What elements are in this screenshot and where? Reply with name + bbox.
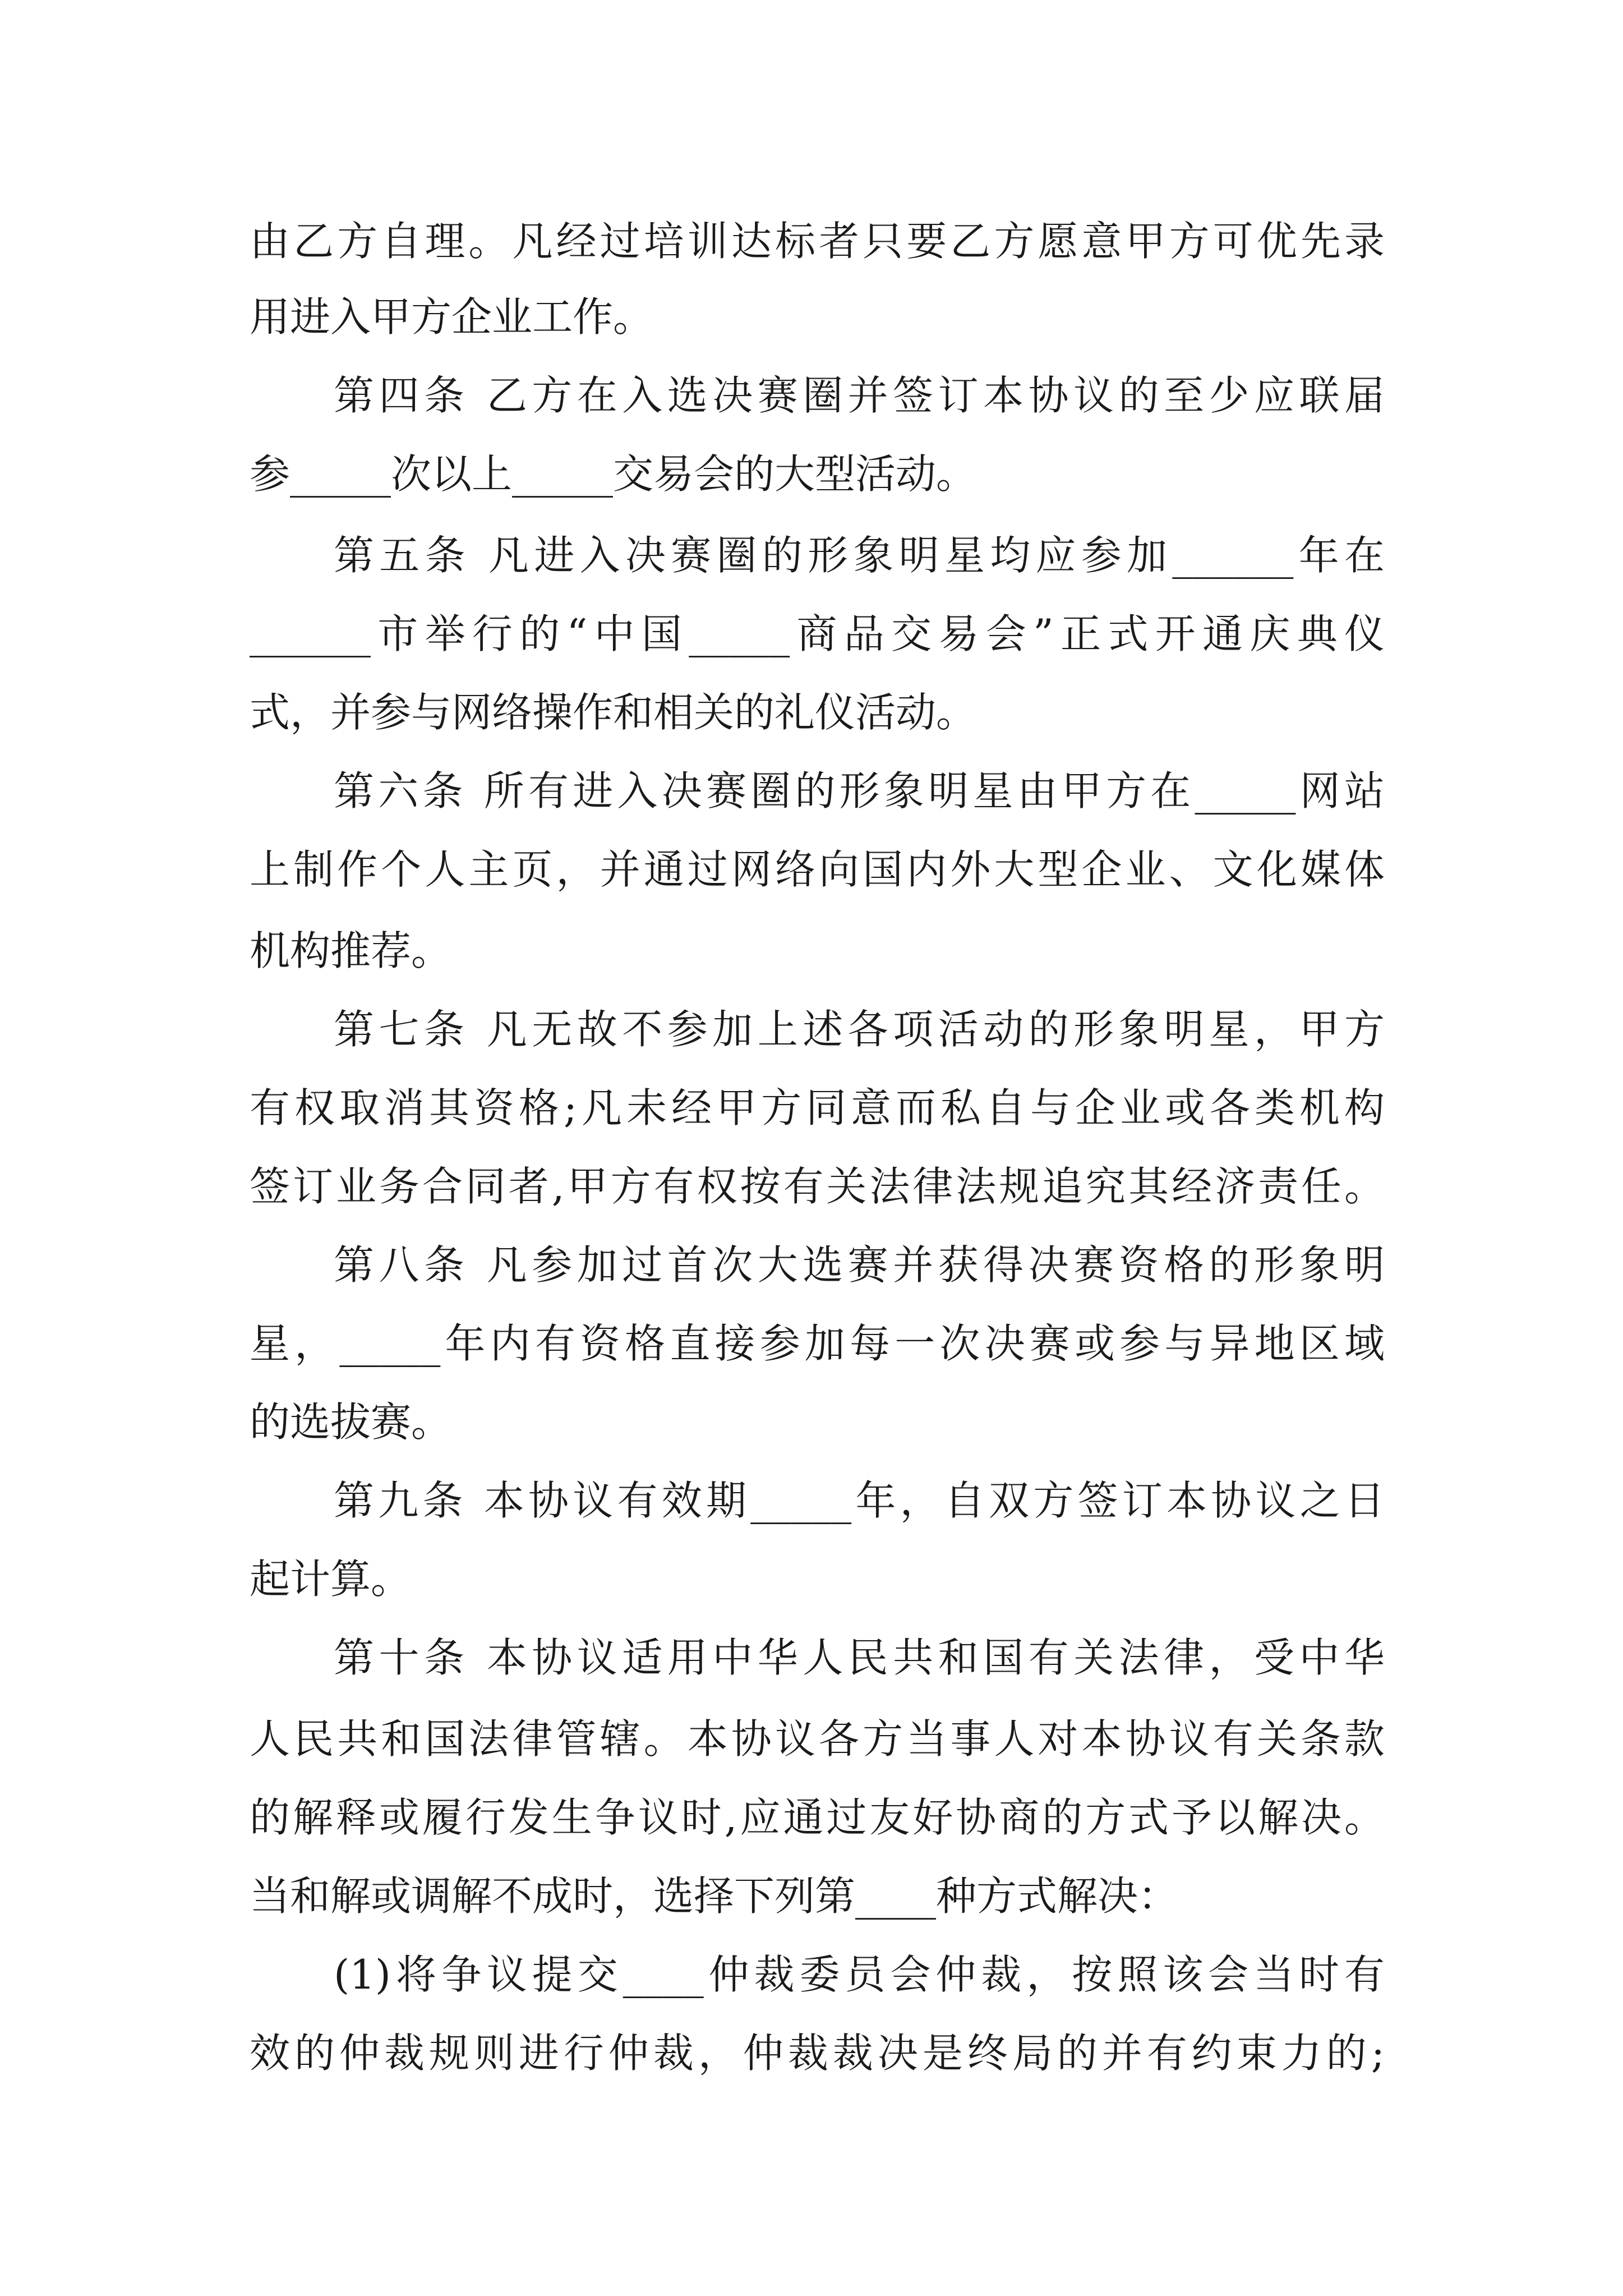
text-line: 的解释或履行发生争议时,应通过友好协商的方式予以解决。 (250, 1794, 1385, 1841)
option-1-line: (1)将争议提交____仲裁委员会仲裁，按照该会当时有 (334, 1951, 1385, 1998)
text-line: 签订业务合同者,甲方有权按有关法律法规追究其经济责任。 (250, 1163, 1385, 1210)
article-7-heading-line: 第七条 凡无故不参加上述各项活动的形象明星，甲方 (334, 1006, 1385, 1053)
text-line: 有权取消其资格;凡未经甲方同意而私自与企业或各类机构 (250, 1084, 1385, 1131)
text-line: 的选拔赛。 (250, 1398, 452, 1446)
text-line: 当和解或调解不成时，选择下列第____种方式解决： (250, 1872, 1179, 1920)
article-8-heading-line: 第八条 凡参加过首次大选赛并获得决赛资格的形象明 (334, 1241, 1385, 1289)
text-line: 用进入甲方企业工作。 (250, 293, 654, 341)
text-line: 式，并参与网络操作和相关的礼仪活动。 (250, 689, 977, 736)
text-line: 由乙方自理。凡经过培训达标者只要乙方愿意甲方可优先录 (250, 218, 1385, 265)
text-line: 星，_____年内有资格直接参加每一次决赛或参与异地区域 (250, 1320, 1385, 1367)
text-line: 参_____次以上_____交易会的大型活动。 (250, 450, 977, 498)
text-line: 效的仲裁规则进行仲裁，仲裁裁决是终局的并有约束力的; (250, 2030, 1385, 2077)
text-line: 起计算。 (250, 1556, 412, 1603)
article-10-heading-line: 第十条 本协议适用中华人民共和国有关法律，受中华 (334, 1634, 1385, 1681)
article-6-heading-line: 第六条 所有进入决赛圈的形象明星由甲方在_____网站 (334, 767, 1385, 815)
text-line: 上制作个人主页，并通过网络向国内外大型企业、文化媒体 (250, 846, 1385, 893)
article-4-heading-line: 第四条 乙方在入选决赛圈并签订本协议的至少应联届 (334, 372, 1385, 419)
article-5-heading-line: 第五条 凡进入决赛圈的形象明星均应参加______年在 (334, 532, 1385, 579)
text-line: 机构推荐。 (250, 927, 452, 974)
article-9-heading-line: 第九条 本协议有效期_____年，自双方签订本协议之日 (334, 1477, 1385, 1524)
text-line: ______市举行的“中国_____商品交易会”正式开通庆典仪 (250, 610, 1385, 657)
text-line: 人民共和国法律管辖。本协议各方当事人对本协议有关条款 (250, 1715, 1385, 1763)
document-page (250, 0, 1385, 2296)
